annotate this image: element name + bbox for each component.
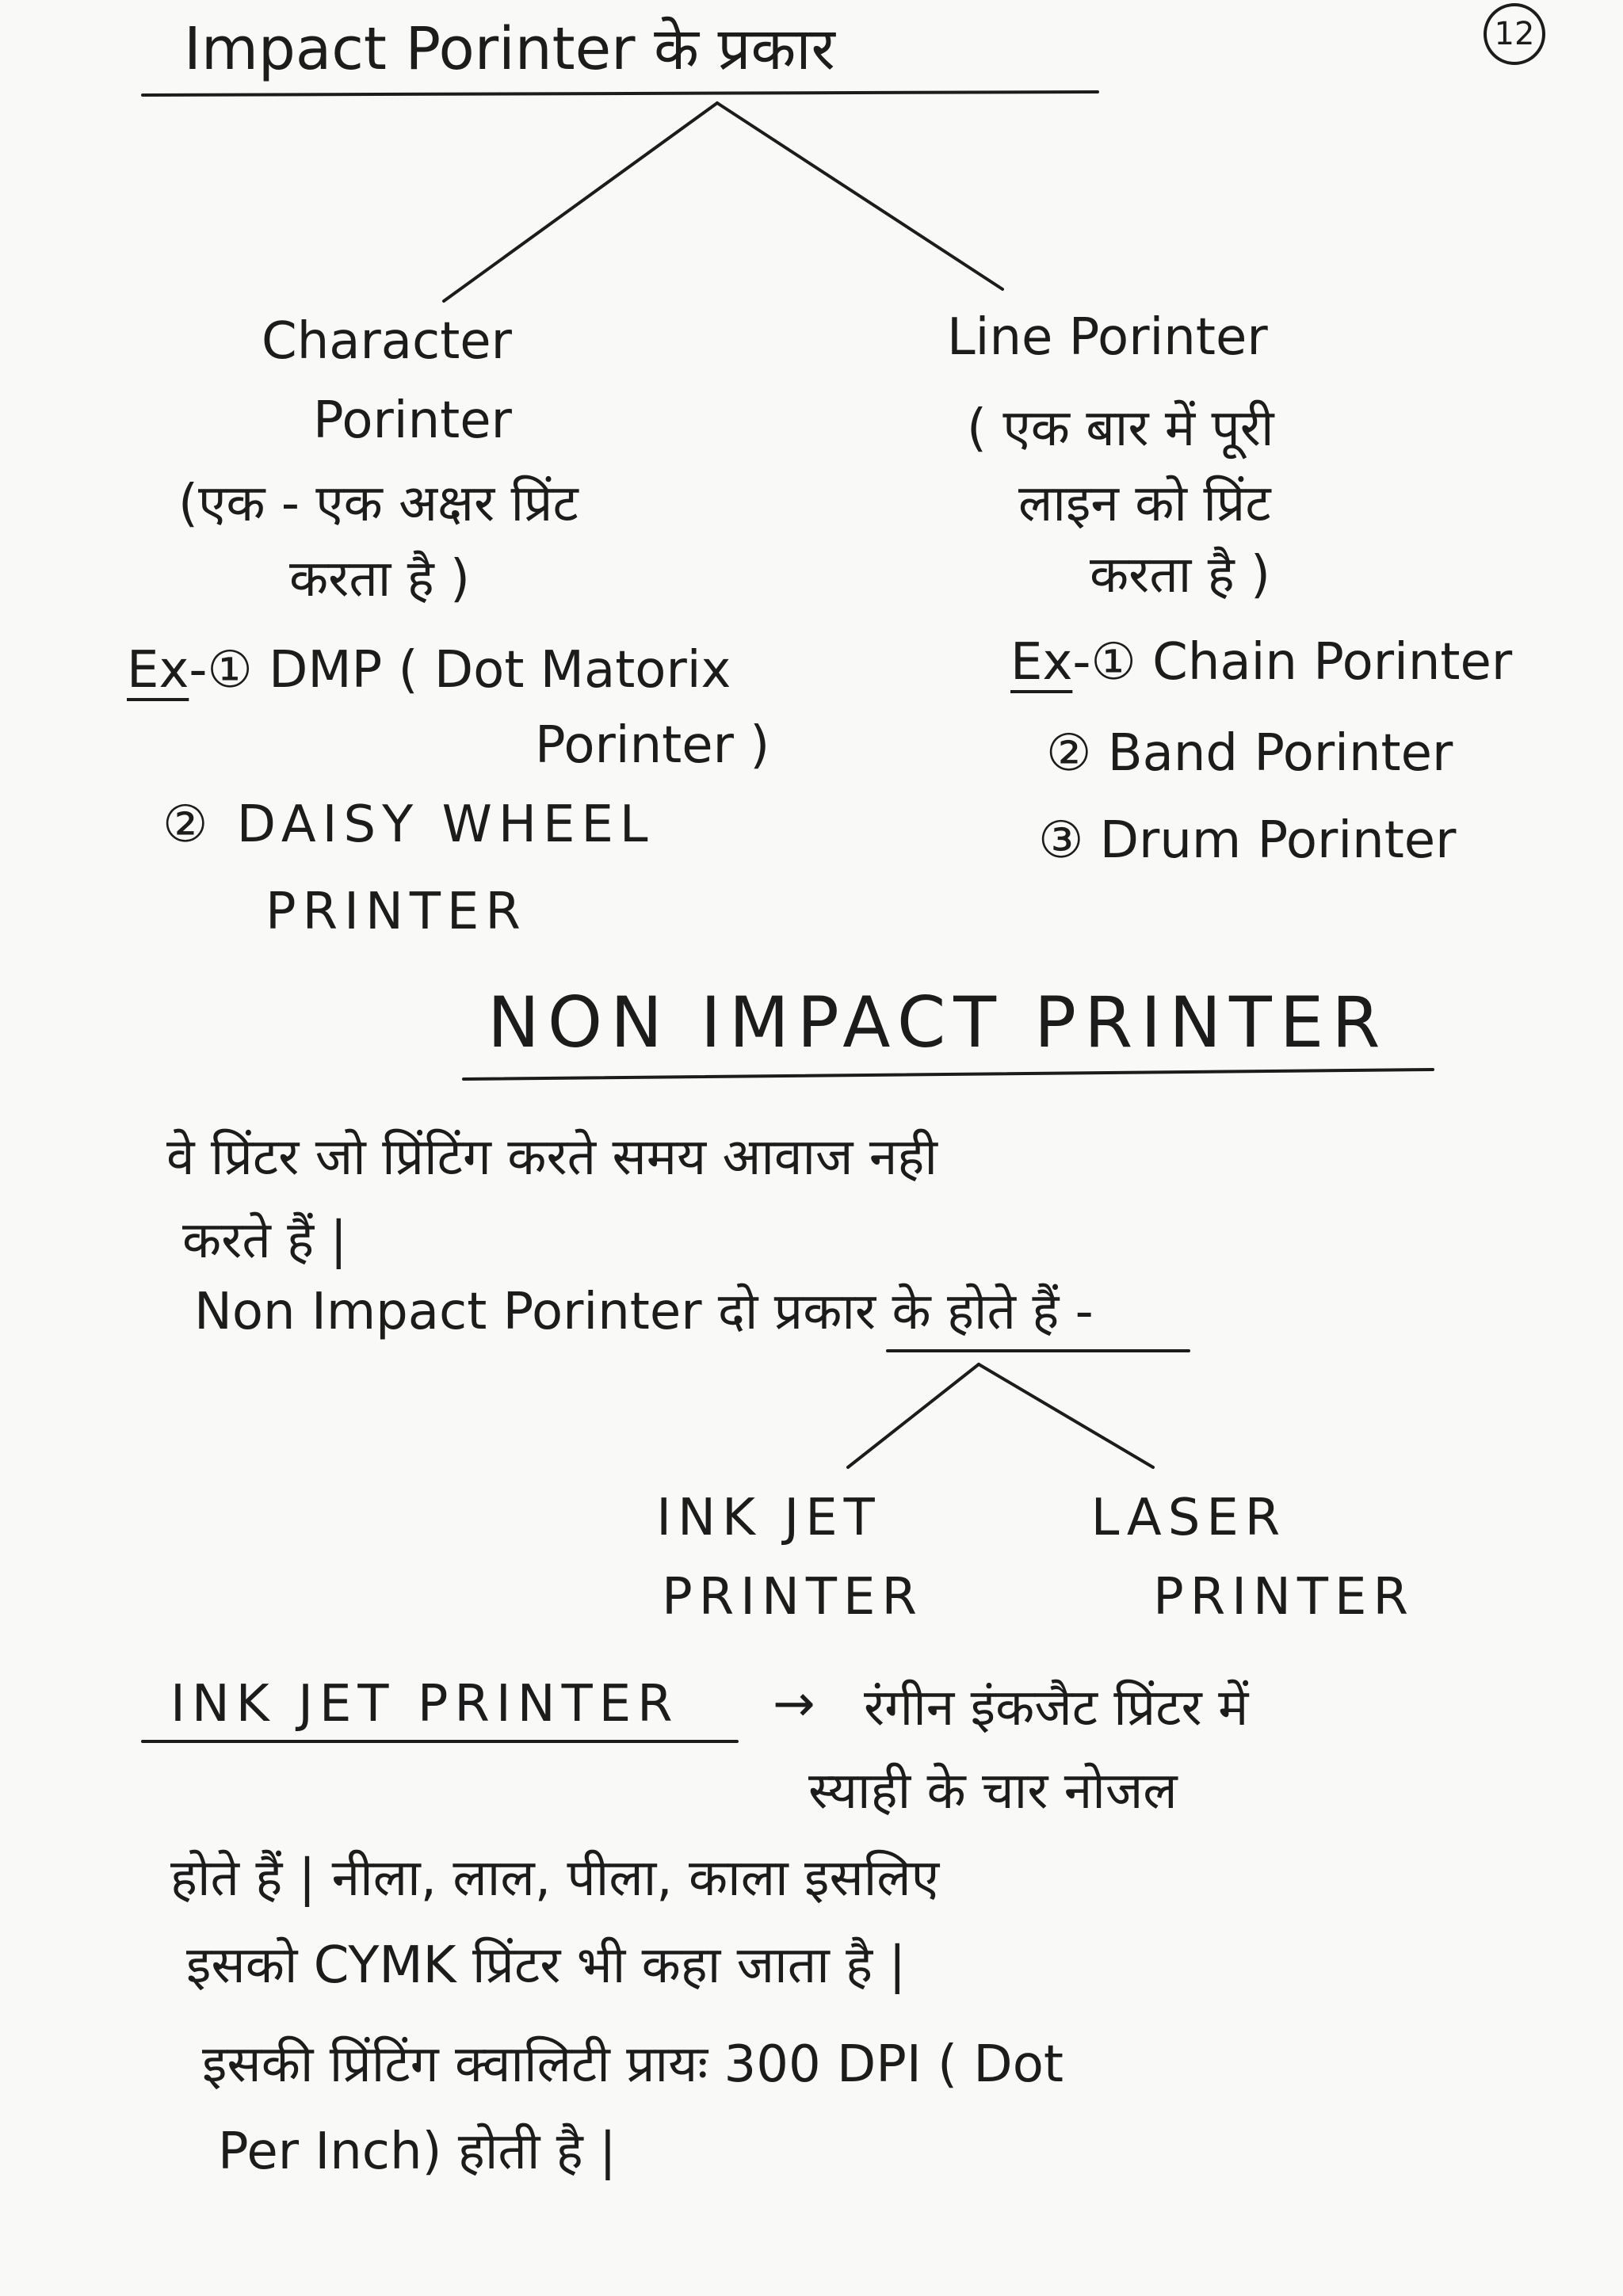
inkjet-text-line4: इसको CYMK प्रिंटर भी कहा जाता है | — [186, 1936, 907, 1995]
inkjet-arrow: → — [773, 1675, 815, 1733]
character-ex-label: Ex — [127, 641, 189, 700]
character-printer-name-line1: Character — [262, 312, 512, 371]
character-ex-item-2: ② DAISY WHEEL — [162, 795, 655, 854]
impact-types-title: Impact Porinter के प्रकार — [184, 15, 835, 83]
inkjet-node-line2: PRINTER — [662, 1568, 923, 1627]
laser-node-line1: LASER — [1090, 1489, 1287, 1547]
line-printer-desc-line1: ( एक बार में पूरी — [967, 399, 1274, 458]
non-impact-definition-line2: करते हैं | — [182, 1211, 348, 1270]
character-printer-desc-line1: (एक - एक अक्षर प्रिंट — [178, 475, 579, 533]
non-impact-definition-line1: वे प्रिंटर जो प्रिंटिंग करते समय आवाज नही — [166, 1128, 938, 1187]
inkjet-text-line2: स्याही के चार नोजल — [808, 1762, 1178, 1821]
branch-line-left — [444, 103, 717, 301]
branch-line-inkjet — [848, 1364, 979, 1467]
inkjet-node-line1: INK JET — [656, 1489, 881, 1547]
laser-node-line2: PRINTER — [1153, 1568, 1415, 1627]
line-printer-desc-line3: करता है ) — [1090, 546, 1271, 605]
inkjet-text-line6: Per Inch) होती है | — [218, 2122, 617, 2181]
character-printer-desc-line2: करता है ) — [289, 550, 471, 608]
inkjet-text-line5: इसकी प्रिंटिंग क्वालिटी प्रायः 300 DPI ( Dot — [202, 2035, 1064, 2094]
branch-line-laser — [979, 1364, 1153, 1467]
non-impact-heading: NON IMPACT PRINTER — [487, 982, 1388, 1063]
inkjet-text-line1: रंगीन इंकजैट प्रिंटर में — [864, 1679, 1249, 1737]
line-printer-desc-line2: लाइन को प्रिंट — [1018, 475, 1271, 533]
types-prefix: Non Impact Porinter — [194, 1283, 702, 1341]
character-ex-item-2-cont: PRINTER — [265, 883, 527, 941]
inkjet-text-line3: होते हैं | नीला, लाल, पीला, काला इसलिए — [170, 1849, 940, 1908]
character-printer-examples — [127, 642, 731, 700]
line-printer-examples — [1010, 634, 1512, 692]
heading-underline — [464, 1070, 1433, 1079]
branch-line-right — [717, 103, 1002, 289]
character-ex-item-1: -① DMP ( Dot Matorix — [189, 641, 731, 700]
line-ex-item-1: -① Chain Porinter — [1072, 633, 1513, 692]
line-ex-label: Ex — [1010, 633, 1073, 692]
character-ex-item-1-cont: Porinter ) — [535, 716, 770, 775]
types-underlined: दो प्रकार — [717, 1283, 876, 1341]
line-ex-item-2: ② Band Porinter — [1046, 724, 1453, 783]
non-impact-types-line — [194, 1283, 1094, 1342]
page-number: 12 — [1484, 3, 1545, 65]
character-printer-name-line2: Porinter — [313, 391, 512, 450]
line-printer-name: Line Porinter — [947, 308, 1268, 367]
line-ex-item-3: ③ Drum Porinter — [1038, 811, 1457, 870]
types-suffix: के होते हैं - — [892, 1283, 1094, 1341]
inkjet-section-label: INK JET PRINTER — [170, 1675, 679, 1733]
title-underline — [143, 92, 1098, 95]
